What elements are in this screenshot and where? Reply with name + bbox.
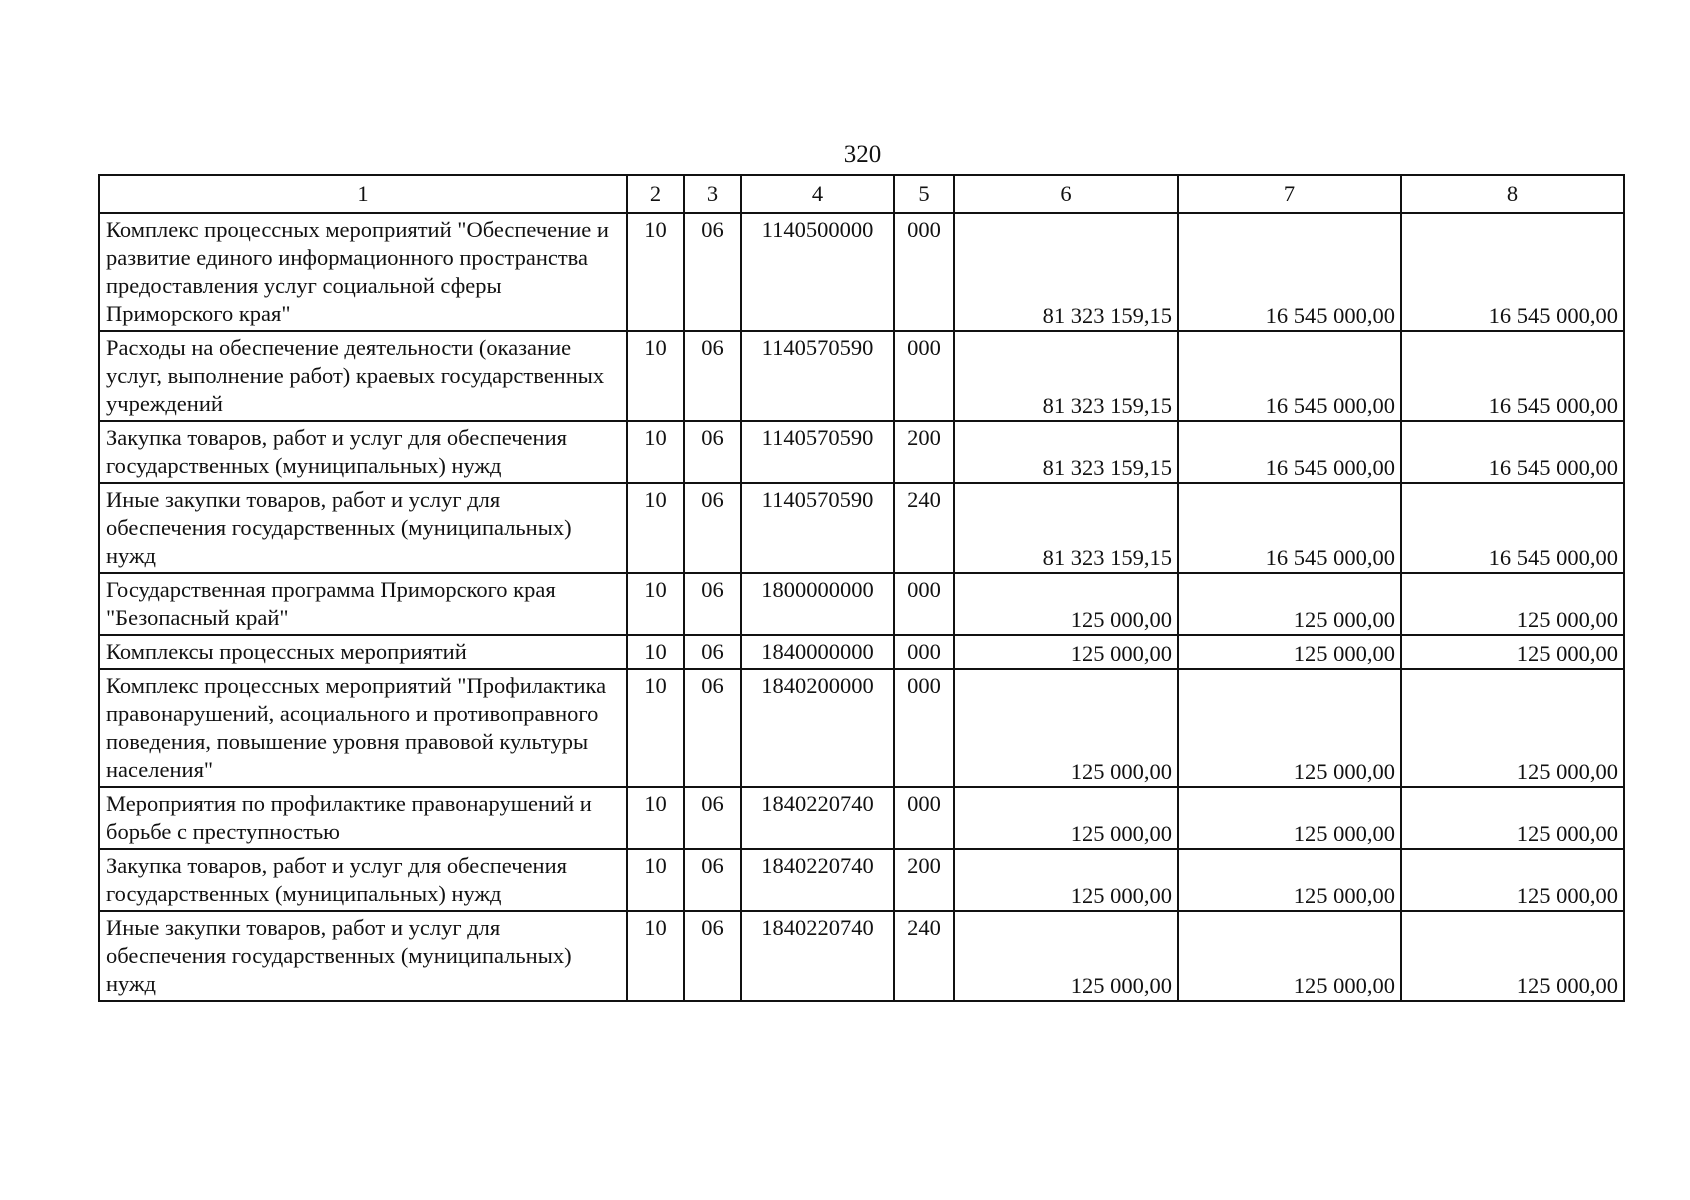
- expense-type-code: 000: [894, 573, 954, 635]
- expense-type-code: 200: [894, 849, 954, 911]
- amount-year-1: 125 000,00: [954, 849, 1178, 911]
- section-code: 10: [627, 331, 684, 421]
- amount-year-2: 16 545 000,00: [1178, 331, 1401, 421]
- target-article-code: 1140570590: [741, 483, 894, 573]
- table-row: [99, 635, 1624, 669]
- column-header: 6: [954, 175, 1178, 213]
- amount-year-1: 125 000,00: [954, 573, 1178, 635]
- column-header: 8: [1401, 175, 1624, 213]
- row-name: Комплекс процессных мероприятий "Обеспечение и развитие единого информационного пространства предоставления услуг социальной сферы Приморского края": [99, 213, 627, 331]
- section-code: 10: [627, 849, 684, 911]
- subsection-code: 06: [684, 421, 741, 483]
- amount-year-2: 125 000,00: [1178, 573, 1401, 635]
- amount-year-2: 16 545 000,00: [1178, 213, 1401, 331]
- subsection-code: 06: [684, 911, 741, 1001]
- section-code: 10: [627, 483, 684, 573]
- column-header: 1: [99, 175, 627, 213]
- amount-year-3: 125 000,00: [1401, 635, 1624, 669]
- table-row: [99, 669, 1624, 787]
- amount-year-1: 125 000,00: [954, 635, 1178, 669]
- target-article-code: 1140500000: [741, 213, 894, 331]
- amount-year-1: 81 323 159,15: [954, 483, 1178, 573]
- table-row: [99, 573, 1624, 635]
- subsection-code: 06: [684, 213, 741, 331]
- target-article-code: 1840220740: [741, 849, 894, 911]
- table-row: [99, 331, 1624, 421]
- row-name: Государственная программа Приморского края "Безопасный край": [99, 573, 627, 635]
- amount-year-1: 125 000,00: [954, 911, 1178, 1001]
- amount-year-1: 125 000,00: [954, 787, 1178, 849]
- subsection-code: 06: [684, 787, 741, 849]
- row-name: Комплексы процессных мероприятий: [99, 635, 627, 669]
- table-row: [99, 787, 1624, 849]
- section-code: 10: [627, 669, 684, 787]
- table-row: [99, 421, 1624, 483]
- table-row: [99, 911, 1624, 1001]
- amount-year-3: 16 545 000,00: [1401, 483, 1624, 573]
- column-header: 4: [741, 175, 894, 213]
- subsection-code: 06: [684, 331, 741, 421]
- amount-year-3: 125 000,00: [1401, 787, 1624, 849]
- target-article-code: 1800000000: [741, 573, 894, 635]
- table-body: [99, 213, 1624, 1001]
- amount-year-2: 125 000,00: [1178, 849, 1401, 911]
- column-header: 3: [684, 175, 741, 213]
- section-code: 10: [627, 635, 684, 669]
- column-header: 5: [894, 175, 954, 213]
- amount-year-2: 125 000,00: [1178, 635, 1401, 669]
- expense-type-code: 000: [894, 669, 954, 787]
- amount-year-2: 125 000,00: [1178, 911, 1401, 1001]
- amount-year-3: 16 545 000,00: [1401, 213, 1624, 331]
- table-row: [99, 483, 1624, 573]
- row-name: Иные закупки товаров, работ и услуг для обеспечения государственных (муниципальных) нужд: [99, 483, 627, 573]
- subsection-code: 06: [684, 483, 741, 573]
- row-name: Мероприятия по профилактике правонарушений и борьбе с преступностью: [99, 787, 627, 849]
- target-article-code: 1140570590: [741, 421, 894, 483]
- subsection-code: 06: [684, 635, 741, 669]
- section-code: 10: [627, 421, 684, 483]
- target-article-code: 1840200000: [741, 669, 894, 787]
- section-code: 10: [627, 573, 684, 635]
- subsection-code: 06: [684, 573, 741, 635]
- budget-table: [98, 174, 1625, 1002]
- amount-year-1: 81 323 159,15: [954, 331, 1178, 421]
- target-article-code: 1840220740: [741, 787, 894, 849]
- expense-type-code: 000: [894, 331, 954, 421]
- expense-type-code: 240: [894, 483, 954, 573]
- column-header: 2: [627, 175, 684, 213]
- amount-year-3: 125 000,00: [1401, 849, 1624, 911]
- target-article-code: 1840000000: [741, 635, 894, 669]
- column-number-header: [99, 175, 1624, 213]
- table-row: [99, 849, 1624, 911]
- amount-year-3: 125 000,00: [1401, 911, 1624, 1001]
- expense-type-code: 240: [894, 911, 954, 1001]
- page-number: 320: [843, 141, 882, 168]
- amount-year-2: 16 545 000,00: [1178, 421, 1401, 483]
- amount-year-2: 16 545 000,00: [1178, 483, 1401, 573]
- amount-year-2: 125 000,00: [1178, 669, 1401, 787]
- amount-year-3: 16 545 000,00: [1401, 421, 1624, 483]
- expense-type-code: 200: [894, 421, 954, 483]
- column-header: 7: [1178, 175, 1401, 213]
- amount-year-3: 16 545 000,00: [1401, 331, 1624, 421]
- amount-year-1: 81 323 159,15: [954, 421, 1178, 483]
- subsection-code: 06: [684, 669, 741, 787]
- amount-year-1: 81 323 159,15: [954, 213, 1178, 331]
- row-name: Закупка товаров, работ и услуг для обеспечения государственных (муниципальных) нужд: [99, 849, 627, 911]
- row-name: Закупка товаров, работ и услуг для обеспечения государственных (муниципальных) нужд: [99, 421, 627, 483]
- section-code: 10: [627, 213, 684, 331]
- target-article-code: 1140570590: [741, 331, 894, 421]
- subsection-code: 06: [684, 849, 741, 911]
- expense-type-code: 000: [894, 787, 954, 849]
- amount-year-2: 125 000,00: [1178, 787, 1401, 849]
- row-name: Расходы на обеспечение деятельности (оказание услуг, выполнение работ) краевых государственных учреждений: [99, 331, 627, 421]
- target-article-code: 1840220740: [741, 911, 894, 1001]
- expense-type-code: 000: [894, 635, 954, 669]
- section-code: 10: [627, 787, 684, 849]
- amount-year-3: 125 000,00: [1401, 573, 1624, 635]
- row-name: Иные закупки товаров, работ и услуг для обеспечения государственных (муниципальных) нужд: [99, 911, 627, 1001]
- amount-year-3: 125 000,00: [1401, 669, 1624, 787]
- row-name: Комплекс процессных мероприятий "Профилактика правонарушений, асоциального и противоправного поведения, повышение уровня правовой культуры населения": [99, 669, 627, 787]
- table-row: [99, 213, 1624, 331]
- amount-year-1: 125 000,00: [954, 669, 1178, 787]
- section-code: 10: [627, 911, 684, 1001]
- expense-type-code: 000: [894, 213, 954, 331]
